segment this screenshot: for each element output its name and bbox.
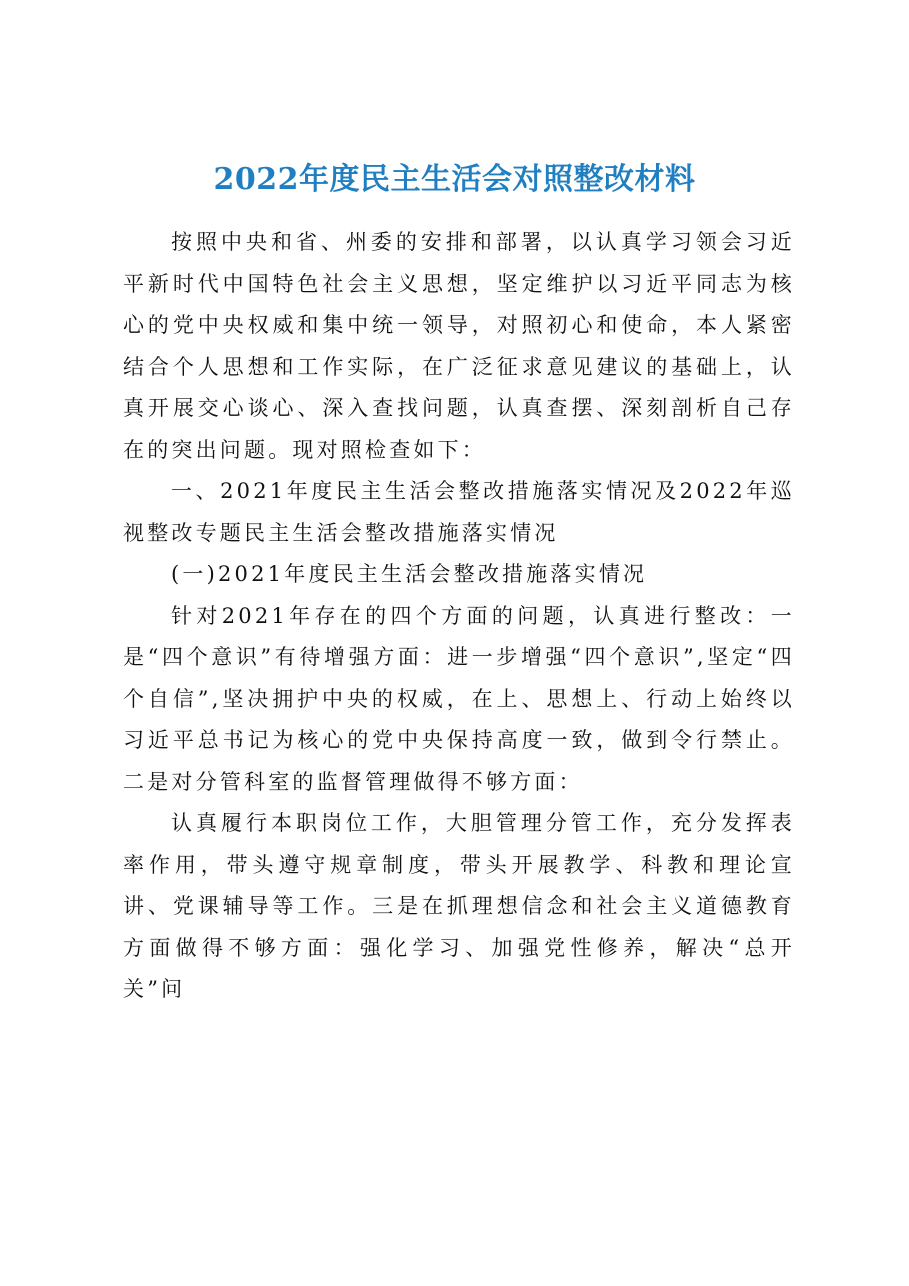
subsection-heading-1: (一)2021年度民主生活会整改措施落实情况 xyxy=(171,562,648,586)
section-heading-1: 一、2021年度民主生活会整改措施落实情况及2022年巡视整改专题民主生活会整改措施落实情况 xyxy=(123,479,795,545)
paragraph-duties: 认真履行本职岗位工作，大胆管理分管工作，充分发挥表率作用，带头遵守规章制度，带头开展教学、科教和理论宣讲、党课辅导等工作。三是在抓理想信念和社会主义道德教育方面做得不够方面：强化学习、加强党性修养，解决“总开关”问 xyxy=(123,811,795,1001)
document-body xyxy=(123,222,795,1011)
paragraph-rectification-2021: 针对2021年存在的四个方面的问题，认真进行整改：一是“四个意识”有待增强方面：进一步增强“四个意识”,坚定“四个自信”,坚决拥护中央的权威，在上、思想上、行动上始终以习近平总书记为核心的党中央保持高度一致，做到令行禁止。二是对分管科室的监督管理做得不够方面： xyxy=(123,603,795,794)
paragraph-intro: 按照中央和省、州委的安排和部署，以认真学习领会习近平新时代中国特色社会主义思想，坚定维护以习近平同志为核心的党中央权威和集中统一领导，对照初心和使命，本人紧密结合个人思想和工作实际，在广泛征求意见建议的基础上，认真开展交心谈心、深入查找问题，认真查摆、深刻剖析自己存在的突出问题。现对照检查如下： xyxy=(123,230,795,462)
document-title: 2022年度民主生活会对照整改材料 xyxy=(213,162,696,197)
